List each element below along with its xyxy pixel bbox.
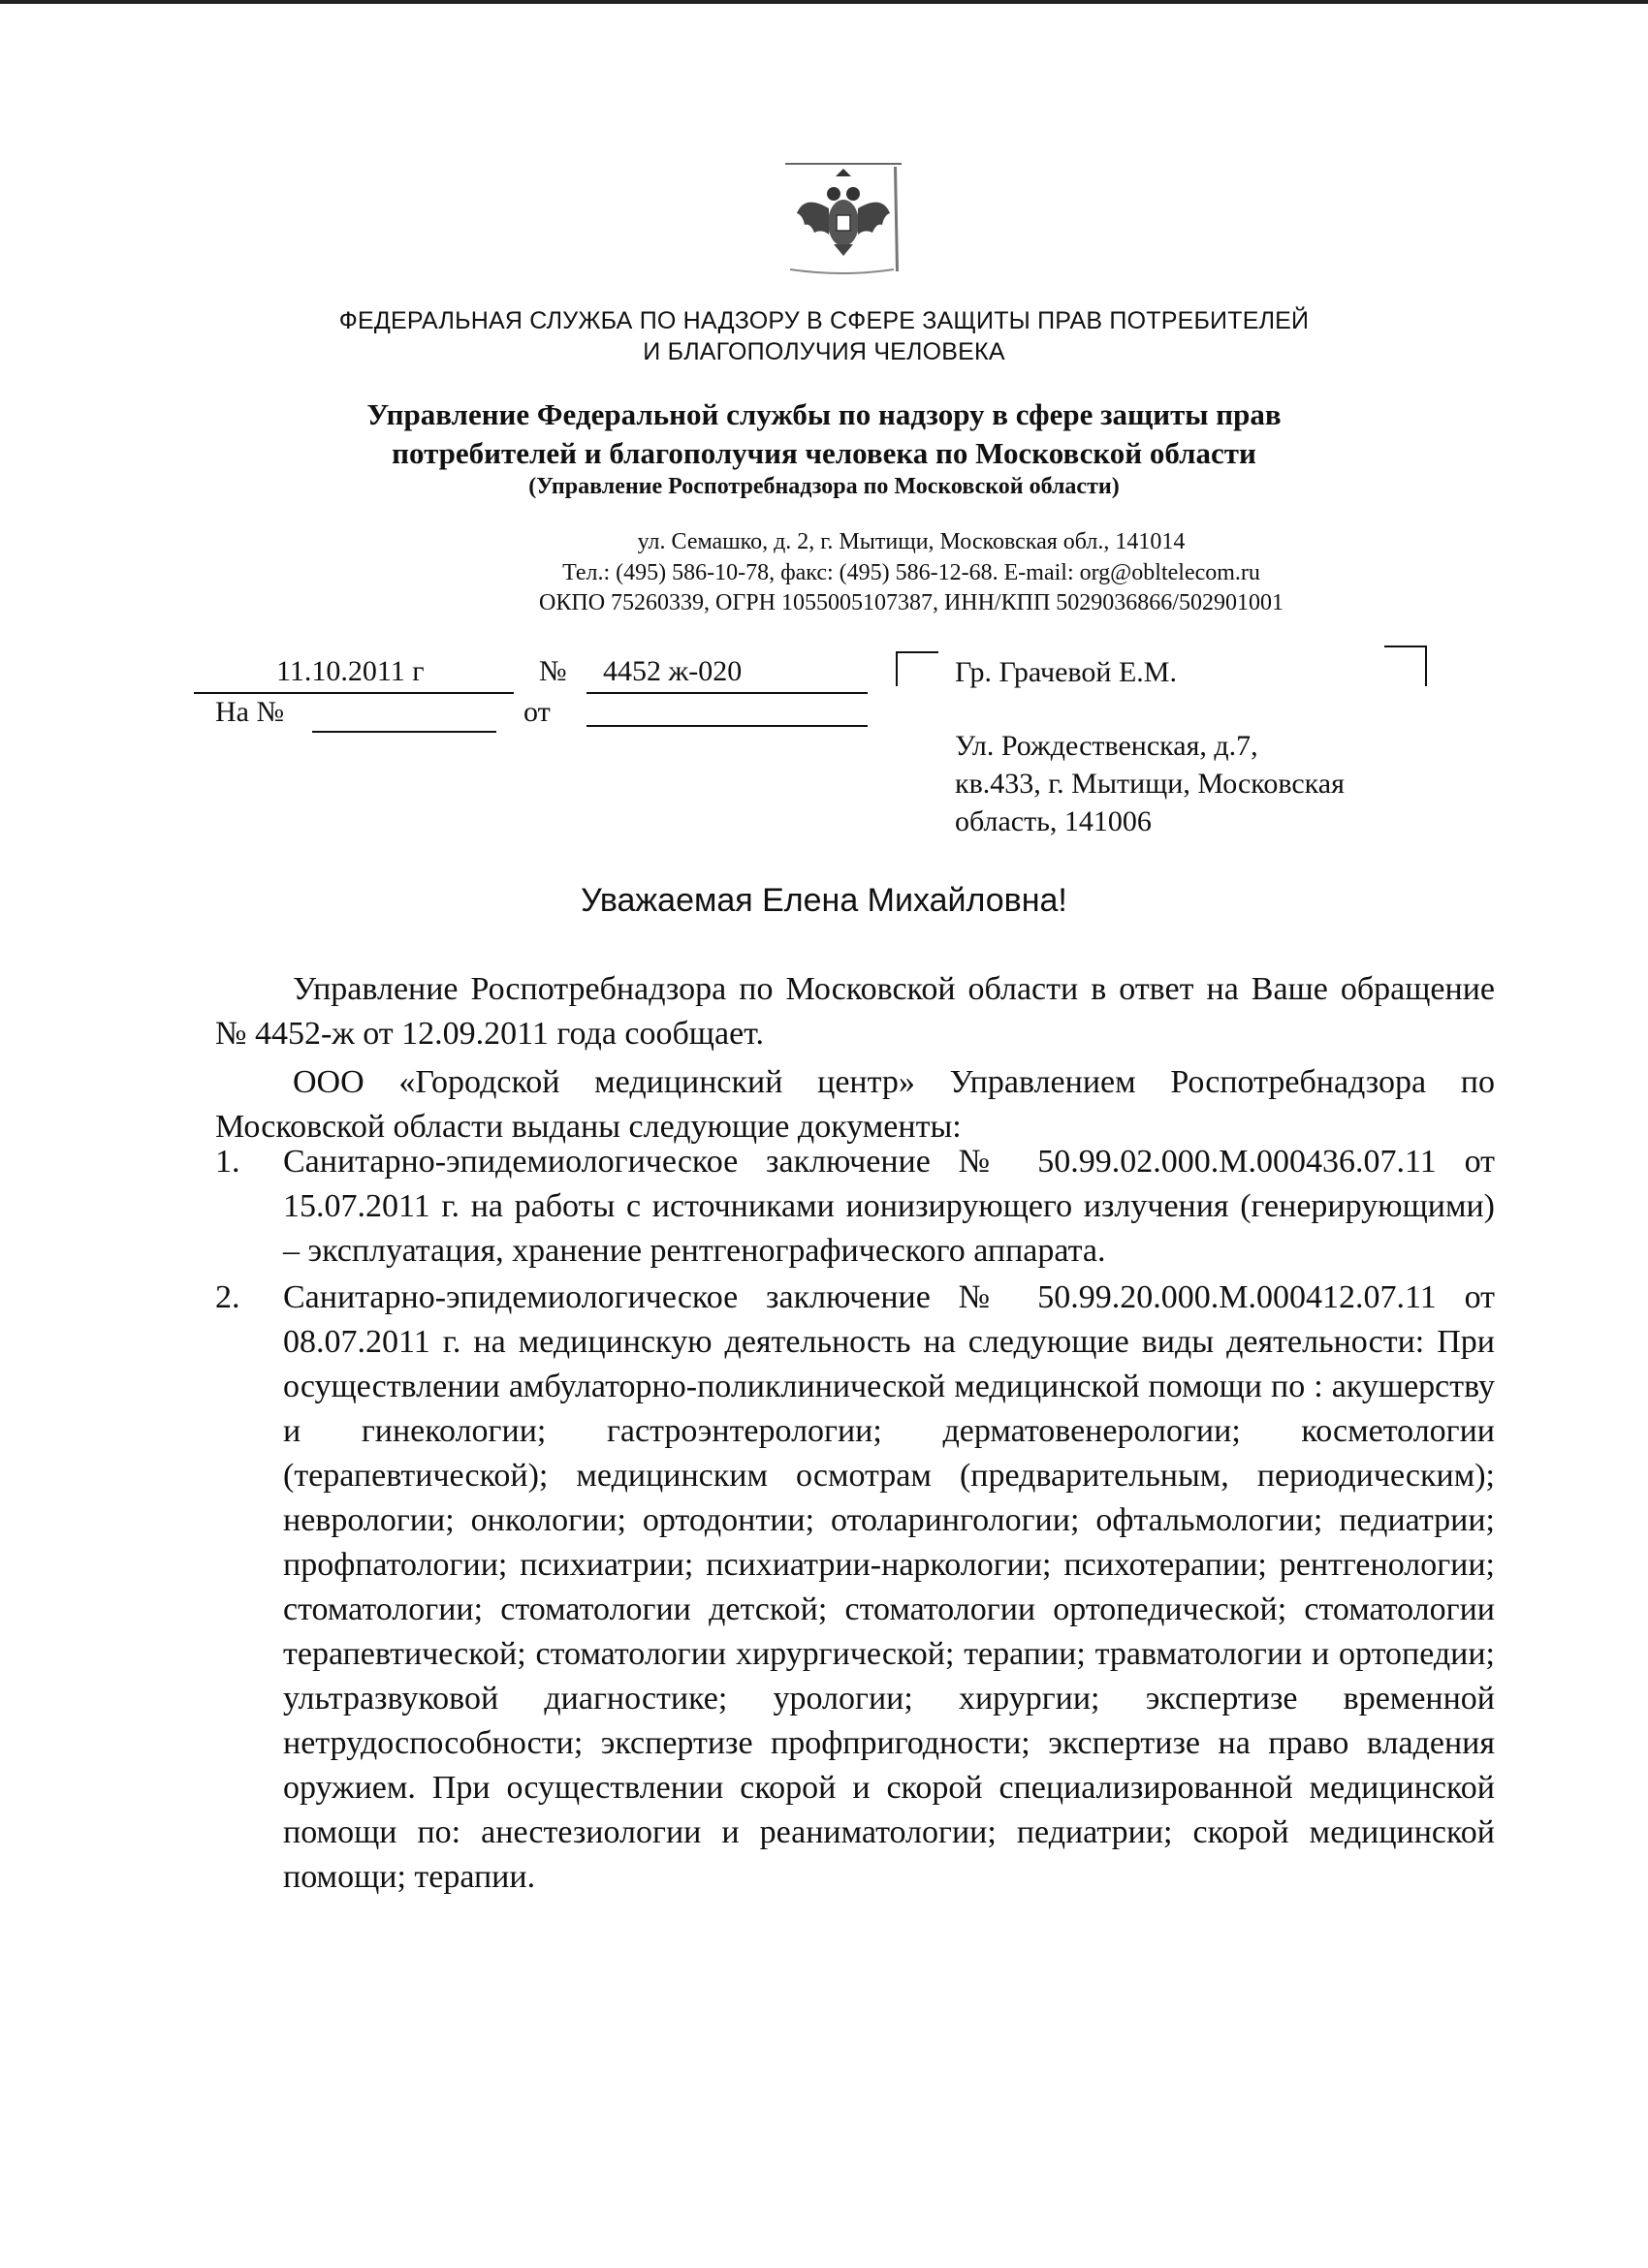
greeting: Уважаемая Елена Михайловна! [581,882,1067,919]
reply-number-label: На № [215,696,285,728]
number-underline [586,692,868,694]
recipient-bracket-right [1384,646,1427,686]
department-short-name: (Управление Роспотребнадзора по Московской области) [528,474,1120,499]
agency-name-line2: И БЛАГОПОЛУЧИЯ ЧЕЛОВЕКА [643,338,1005,365]
department-address: ул. Семашко, д. 2, г. Мытищи, Московская обл., 141014 [637,529,1186,554]
number-label: № [539,655,567,687]
scan-edge-line [0,0,1648,4]
body-paragraph-2: ООО «Городской медицинский центр» Управлением Роспотребнадзора по Московской области выданы следующие документы: [215,1064,1495,1145]
reply-from-label: от [523,696,551,728]
recipient-address-line1: Ул. Рождественская, д.7, [955,730,1258,762]
recipient-name: Гр. Грачевой Е.М. [955,656,1177,688]
date-underline [194,692,514,694]
list-item-text: Санитарно-эпидемиологическое заключение № 50.99.02.000.М.000436.07.11 от 15.07.2011 г. на работы с источниками ионизирующего излучения (генерирующими) – эксплуатация, хранение рентгенографического аппарата. [283,1144,1495,1269]
documents-list [215,1140,1495,1900]
list-item [215,1276,1495,1900]
agency-name-line1: ФЕДЕРАЛЬНАЯ СЛУЖБА ПО НАДЗОРУ В СФЕРЕ ЗАЩИТЫ ПРАВ ПОТРЕБИТЕЛЕЙ [338,307,1310,334]
department-codes: ОКПО 75260339, ОГРН 1055005107387, ИНН/КПП 5029036866/502901001 [539,590,1284,615]
letter-body [215,967,1495,1150]
outgoing-number: 4452 ж-020 [603,655,743,687]
list-item-text: Санитарно-эпидемиологическое заключение № 50.99.20.000.М.000412.07.11 от 08.07.2011 г. на медицинскую деятельность на следующие виды деятельности: При осуществлении амбулаторно-поликлинической медицинской помощи по : акушерству и гинекологии; гастроэнтерологии; дерматовенерологии; косметологии (терапевтической); медицинским осмотрам (предварительным, периодическим); неврологии; онкологии; ортодонтии; отоларингологии; офтальмологии; педиатрии; профпатологии; психиатрии; психиатрии-наркологии; психотерапии; рентгенологии; стоматологии; стоматологии детской; стоматологии ортопедической; стоматологии терапевтической; стоматологии хирургической; терапии; травматологии и ортопедии; ультразвуковой диагностике; урологии; хирургии; экспертизе временной нетрудоспособности; экспертизе профпригодности; экспертизе на право владения оружием. При осуществлении скорой и скорой специализированной медицинской помощи по: анестезиологии и реаниматологии; педиатрии; скорой медицинской помощи; терапии. [283,1279,1495,1895]
outgoing-date: 11.10.2011 г [276,655,425,687]
list-item-number: 1. [215,1144,240,1180]
recipient-address-line2: кв.433, г. Мытищи, Московская [955,768,1345,800]
reply-number-underline [312,731,496,733]
reply-from-underline [586,725,868,727]
list-item [215,1140,1495,1274]
russian-coat-of-arms-icon [776,155,911,281]
recipient-address-line3: область, 141006 [955,805,1152,837]
department-name-line1: Управление Федеральной службы по надзору в сфере защиты прав [366,397,1282,431]
department-phones: Тел.: (495) 586-10-78, факс: (495) 586-12-68. E-mail: org@obltelecom.ru [562,560,1260,585]
list-item-number: 2. [215,1279,240,1315]
body-paragraph-1: Управление Роспотребнадзора по Московской области в ответ на Ваше обращение № 4452-ж от 12.09.2011 года сообщает. [215,971,1495,1052]
recipient-bracket-left [896,651,938,686]
department-name-line2: потребителей и благополучия человека по Московской области [392,436,1256,470]
